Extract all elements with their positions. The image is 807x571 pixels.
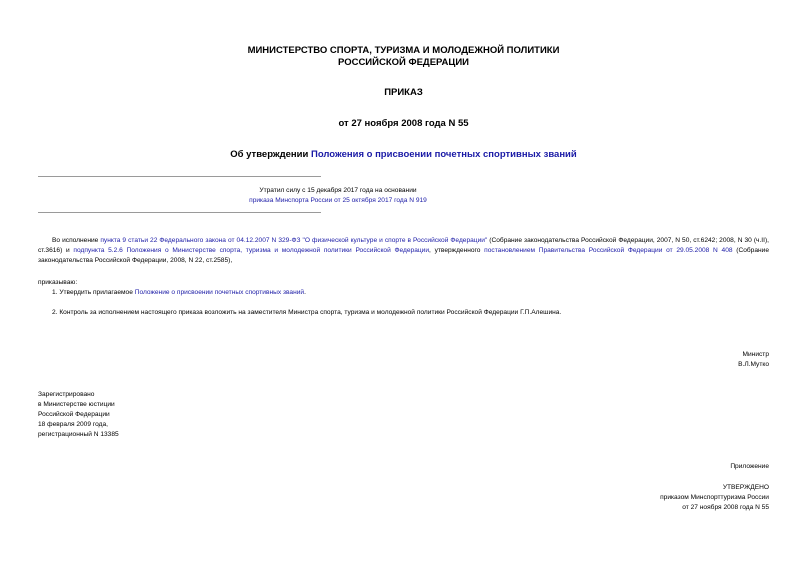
approval-block <box>569 483 769 513</box>
doc-title-prefix: Об утверждении <box>230 149 311 160</box>
ministry-line-2: РОССИЙСКОЙ ФЕДЕРАЦИИ <box>337 57 469 68</box>
signature-block <box>600 350 769 370</box>
signature-name: В.Л.Мутко <box>738 361 769 368</box>
signature-title: Министр <box>742 351 769 358</box>
divider-top <box>38 176 321 177</box>
registration-line-5: регистрационный N 13385 <box>38 431 119 438</box>
registration-line-3: Российской Федерации <box>38 411 110 418</box>
appendix-label: Приложение <box>730 463 769 470</box>
item-1-prefix: 1. Утвердить прилагаемое <box>52 289 135 296</box>
status-note-link[interactable]: приказа Минспорта России от 25 октября 2017 года N 919 <box>249 197 427 204</box>
ministry-heading <box>0 45 807 69</box>
preamble-paragraph <box>38 236 769 266</box>
status-note <box>38 186 638 206</box>
preamble-text-3: , утвержденного <box>429 247 485 254</box>
item-1-link[interactable]: Положение о присвоении почетных спортивных званий <box>134 289 305 296</box>
registration-line-1: Зарегистрировано <box>38 391 95 398</box>
order-item-1 <box>52 288 769 298</box>
regulation-link[interactable]: подпункта 5.2.6 Положения о Министерстве спорта, туризма и молодежной политики Российской Федерации <box>73 247 430 254</box>
registration-line-4: 18 февраля 2009 года, <box>38 421 108 428</box>
approval-date: от 27 ноября 2008 года N 55 <box>682 504 769 511</box>
preamble-text-2: (Собрание законодательства Российской Федерации, 2007, N 50, ст.6242; 2008, N 30 (ч.II), ст.3616) и <box>38 237 769 254</box>
registration-line-2: в Министерстве юстиции <box>38 401 115 408</box>
doc-title-link[interactable]: Положения о присвоении почетных спортивных званий <box>310 149 577 160</box>
doc-type: ПРИКАЗ <box>384 87 423 98</box>
government-decree-link[interactable]: постановлением Правительства Российской Федерации от 29.05.2008 N 408 <box>484 247 733 254</box>
item-1-suffix: . <box>304 289 306 296</box>
status-note-line: Утратил силу с 15 декабря 2017 года на основании <box>259 187 417 194</box>
doc-title <box>0 149 807 161</box>
order-item-2: 2. Контроль за исполнением настоящего приказа возложить на заместителя Министра спорта, туризма и молодежной политики Российской Федерации Г.П.Алешина. <box>52 309 562 316</box>
doc-date-number: от 27 ноября 2008 года N 55 <box>338 118 469 129</box>
preamble-text-1: Во исполнение <box>52 237 101 244</box>
law-link[interactable]: пункта 9 статьи 22 Федерального закона от 04.12.2007 N 329-ФЗ "О физической культуре и спорте в Российской Федерации" <box>100 237 488 244</box>
ministry-line-1: МИНИСТЕРСТВО СПОРТА, ТУРИЗМА И МОЛОДЕЖНОЙ ПОЛИТИКИ <box>247 45 560 56</box>
divider-bottom <box>38 212 321 213</box>
order-word: приказываю: <box>38 279 78 286</box>
approval-by-order: приказом Минспорттуризма России <box>660 494 769 501</box>
approval-title: УТВЕРЖДЕНО <box>722 484 769 491</box>
preamble-text-4: (Собрание законодательства Российской Федерации, 2008, N 22, ст.2585), <box>38 247 769 264</box>
registration-block <box>38 390 238 440</box>
